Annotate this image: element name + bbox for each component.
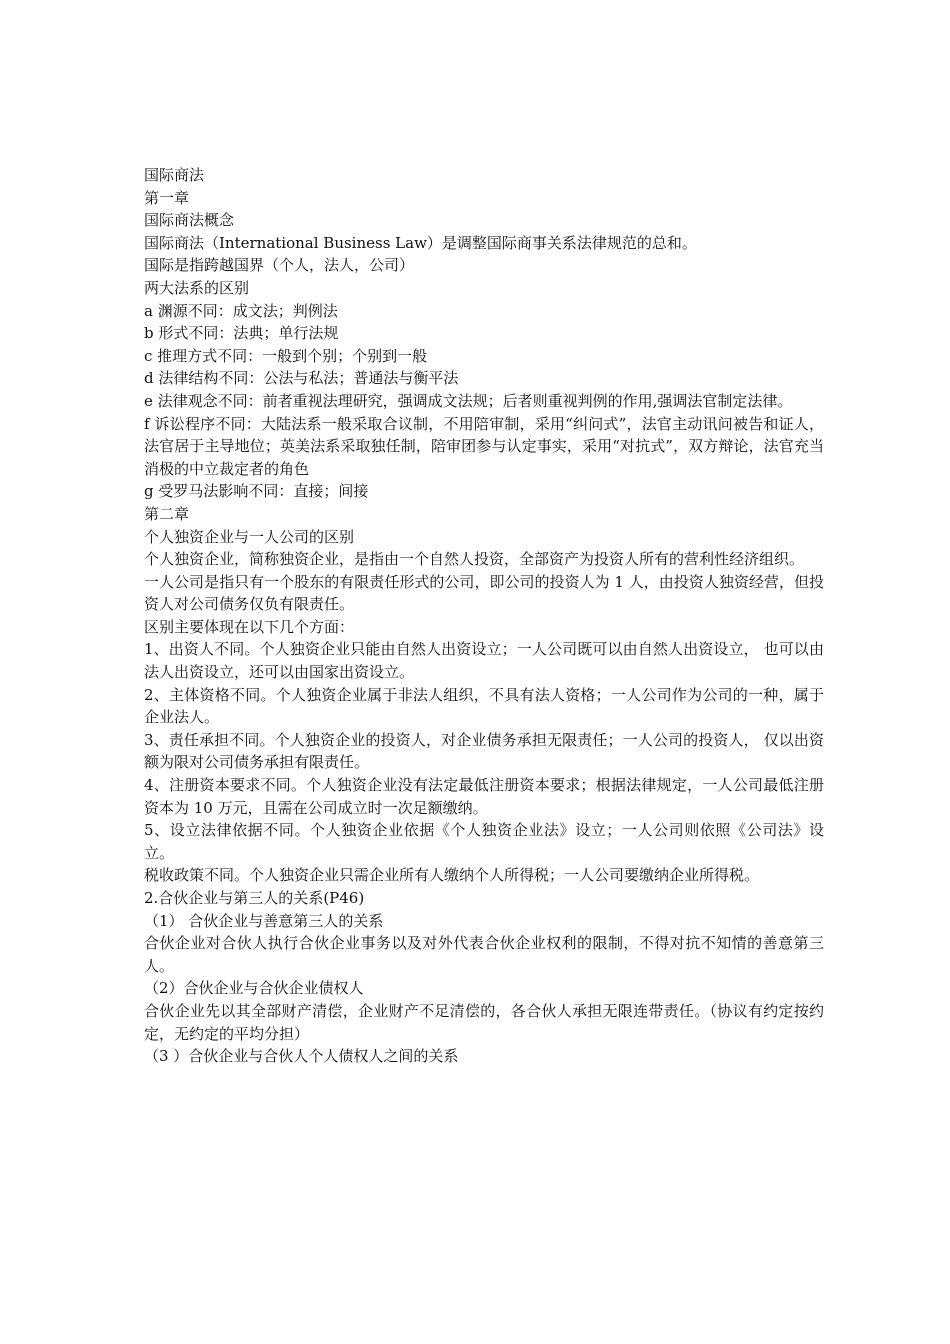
subsection-heading: （3 ）合伙企业与合伙人个人债权人之间的关系 xyxy=(144,1047,459,1066)
document-page xyxy=(144,164,824,1068)
chapter-2-heading: 第二章 xyxy=(144,504,190,523)
paragraph: 合伙企业先以其全部财产清偿，企业财产不足清偿的，各合伙人承担无限连带责任。（协议有约定按约定，无约定的平均分担） xyxy=(144,1001,824,1043)
list-item: d 法律结构不同：公法与私法；普通法与衡平法 xyxy=(144,369,459,388)
subsection-heading: （1） 合伙企业与善意第三人的关系 xyxy=(144,911,384,930)
paragraph: 区别主要体现在以下几个方面： xyxy=(144,617,355,636)
paragraph: 个人独资企业，简称独资企业，是指由一个自然人投资，全部资产为投资人所有的营利性经济组织。 xyxy=(144,550,805,569)
list-item: f 诉讼程序不同：大陆法系一般采取合议制，不用陪审制，采用“纠问式”，法官主动讯问被告和证人，法官居于主导地位；英美法系采取独任制，陪审团参与认定事实，采用“对抗式”，双方辩论，法官充当消极的中立裁定者的角色 xyxy=(144,414,824,478)
section-heading: 国际商法概念 xyxy=(144,211,235,230)
section-heading: 两大法系的区别 xyxy=(144,278,250,297)
document-title: 国际商法 xyxy=(144,166,205,184)
list-item: b 形式不同：法典；单行法规 xyxy=(144,324,339,343)
paragraph: 国际是指跨越国界（个人，法人，公司） xyxy=(144,256,415,275)
list-item: 2、主体资格不同。个人独资企业属于非法人组织，不具有法人资格；一人公司作为公司的一种，属于企业法人。 xyxy=(144,685,824,727)
section-heading: 2.合伙企业与第三人的关系(P46) xyxy=(144,889,365,907)
list-item: a 渊源不同：成文法；判例法 xyxy=(144,301,338,320)
paragraph: 国际商法（International Business Law）是调整国际商事关系法律规范的总和。 xyxy=(144,233,697,252)
list-item: c 推理方式不同：一般到个别；个别到一般 xyxy=(144,346,428,365)
list-item: 5、设立法律依据不同。个人独资企业依据《个人独资企业法》设立；一人公司则依照《公司法》设立。 xyxy=(144,821,824,862)
list-item: 3、责任承担不同。个人独资企业的投资人，对企业债务承担无限责任；一人公司的投资人， 仅以出资额为限对公司债务承担有限责任。 xyxy=(144,730,824,772)
list-item: e 法律观念不同：前者重视法理研究，强调成文法规；后者则重视判例的作用,强调法官制定法律。 xyxy=(144,391,793,410)
list-item: 1、出资人不同。个人独资企业只能由自然人出资设立；一人公司既可以由自然人出资设立， 也可以由法人出资设立，还可以由国家出资设立。 xyxy=(144,640,824,682)
paragraph: 一人公司是指只有一个股东的有限责任形式的公司，即公司的投资人为 1 人，由投资人独资经营，但投资人对公司债务仅负有限责任。 xyxy=(144,572,824,614)
subsection-heading: （2）合伙企业与合伙企业债权人 xyxy=(144,979,364,998)
paragraph: 税收政策不同。个人独资企业只需企业所有人缴纳个人所得税；一人公司要缴纳企业所得税。 xyxy=(144,866,760,885)
paragraph: 合伙企业对合伙人执行合伙企业事务以及对外代表合伙企业权利的限制，不得对抗不知情的善意第三人。 xyxy=(144,934,824,975)
chapter-1-heading: 第一章 xyxy=(144,188,190,207)
section-heading: 个人独资企业与一人公司的区别 xyxy=(144,527,355,546)
list-item: 4、注册资本要求不同。个人独资企业没有法定最低注册资本要求；根据法律规定，一人公司最低注册资本为 10 万元，且需在公司成立时一次足额缴纳。 xyxy=(144,776,824,817)
list-item: g 受罗马法影响不同：直接；间接 xyxy=(144,482,369,501)
